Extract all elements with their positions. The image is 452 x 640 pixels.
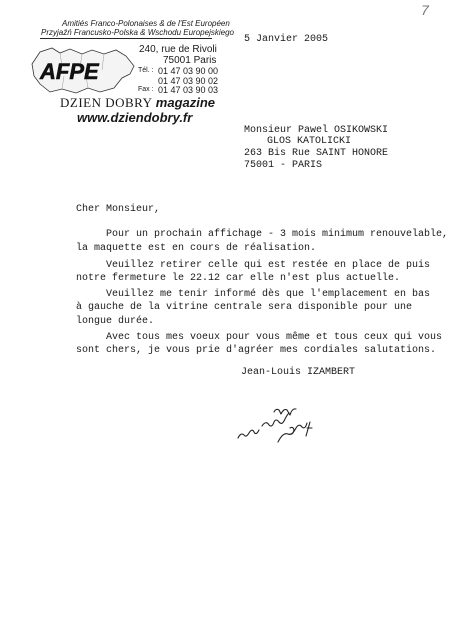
body-line: notre fermeture le 22.12 car elle n'est plus actuelle. xyxy=(76,273,401,284)
letter-date: 5 Janvier 2005 xyxy=(244,34,329,45)
body-line: Veuillez retirer celle qui est restée en place de puis xyxy=(76,260,431,271)
body-line: longue durée. xyxy=(76,316,155,327)
letterhead-rule xyxy=(40,38,212,39)
tel-number-2: 01 47 03 90 02 xyxy=(158,76,219,86)
letterhead-org-french: Amitiés Franco-Polonaises & de l'Est Européen xyxy=(62,19,230,28)
body-line: Pour un prochain affichage - 3 mois minimum renouvelable, xyxy=(76,229,449,240)
magazine-word: magazine xyxy=(155,95,216,110)
body-line: à gauche de la vitrine centrale sera disponible pour une xyxy=(76,302,413,313)
fax-number: 01 47 03 90 03 xyxy=(158,85,219,95)
recipient-city: 75001 - PARIS xyxy=(244,160,323,171)
fax-label: Fax : xyxy=(138,86,154,93)
handwritten-signature xyxy=(230,390,322,452)
tel-number-1: 01 47 03 90 00 xyxy=(158,66,219,76)
website-url: www.dziendobry.fr xyxy=(77,110,193,125)
recipient-street: 263 Bis Rue SAINT HONORE xyxy=(244,148,389,159)
letterhead-city: 75001 Paris xyxy=(163,55,217,66)
page-number: 7 xyxy=(421,2,429,18)
signatory-name: Jean-Louis IZAMBERT xyxy=(241,367,356,378)
recipient-name: Monsieur Pawel OSIKOWSKI xyxy=(244,125,389,136)
body-line: Avec tous mes voeux pour vous même et tous ceux qui vous xyxy=(76,332,443,343)
recipient-organization: GLOS KATOLICKI xyxy=(267,136,352,147)
afpe-logo xyxy=(30,44,138,96)
magazine-title xyxy=(60,95,215,111)
magazine-name: DZIEN DOBRY xyxy=(60,95,153,110)
body-line: Veuillez me tenir informé dès que l'emplacement en bas xyxy=(76,289,431,300)
tel-label: Tél. : xyxy=(138,67,154,74)
body-line: sont chers, je vous prie d'agréer mes cordiales salutations. xyxy=(76,345,437,356)
body-line: la maquette est en cours de réalisation. xyxy=(76,243,317,254)
letterhead-org-polish: Przyjaźń Francusko-Polska & Wschodu Europejskiego xyxy=(41,28,234,37)
letterhead-street: 240, rue de Rivoli xyxy=(139,44,217,55)
afpe-logo-text: AFPE xyxy=(40,59,99,84)
salutation: Cher Monsieur, xyxy=(76,204,161,215)
